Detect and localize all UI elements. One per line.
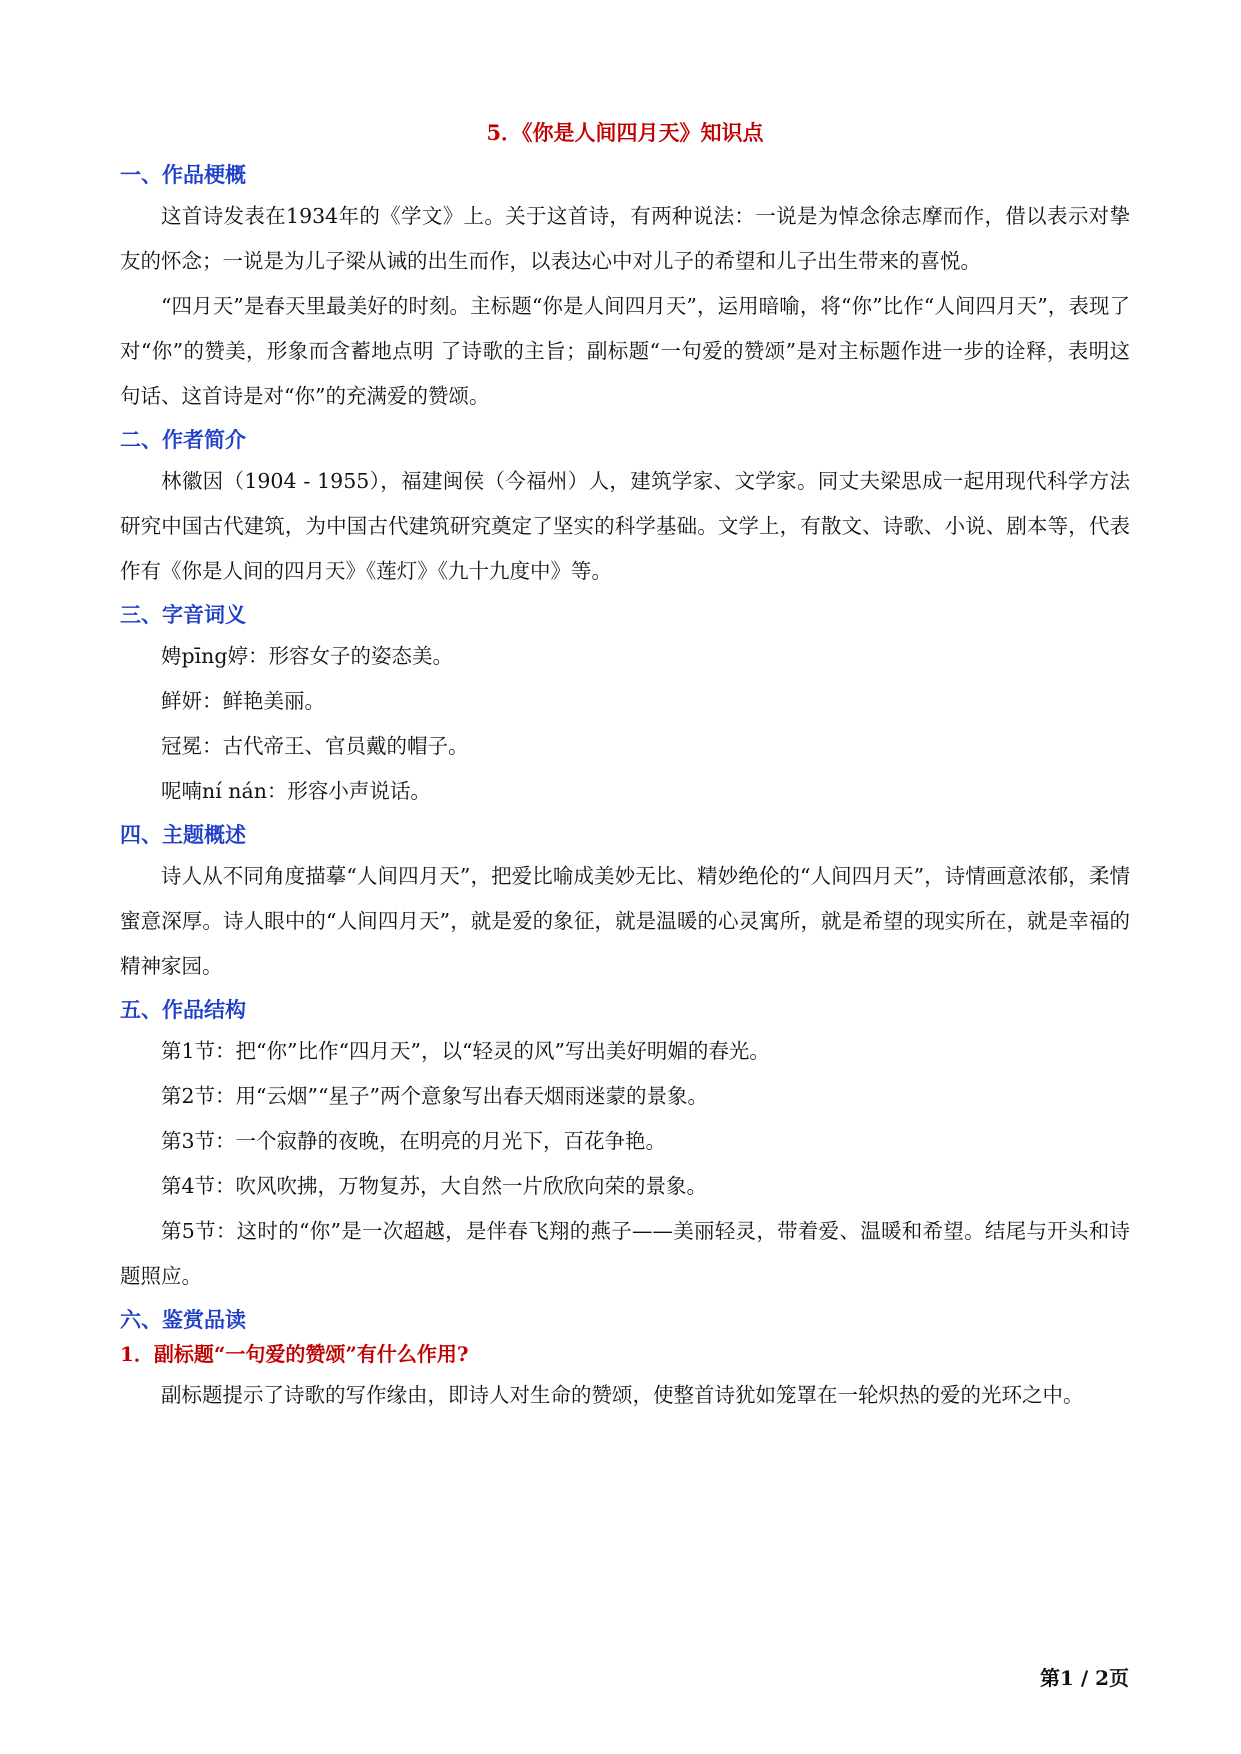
vocabulary-item: 冠冕：古代帝王、官员戴的帽子。: [161, 734, 469, 758]
vocabulary-item: 娉pīng婷：形容女子的姿态美。: [161, 644, 454, 668]
appreciation-question: 1．副标题“一句爱的赞颂”有什么作用?: [120, 1342, 469, 1366]
section-heading-vocabulary: 三、字音词义: [120, 602, 246, 627]
summary-paragraph-2: “四月天”是春天里最美好的时刻。主标题“你是人间四月天”，运用暗喻，将“你”比作“人间四月天”，表现了对“你”的赞美，形象而含蓄地点明 了诗歌的主旨；副标题“一句爱的赞颂”是对主标题作进一步的诠释，表明这句话、这首诗是对“你”的充满爱的赞颂。: [120, 294, 1130, 408]
document-title: 5．《你是人间四月天》知识点: [486, 120, 764, 145]
section-heading-summary: 一、作品梗概: [120, 162, 246, 187]
section-heading-author: 二、作者简介: [120, 427, 246, 452]
summary-paragraph-1: 这首诗发表在1934年的《学文》上。关于这首诗，有两种说法：一说是为悼念徐志摩而作，借以表示对挚友的怀念；一说是为儿子梁从诫的出生而作，以表达心中对儿子的希望和儿子出生带来的喜悦。: [120, 204, 1130, 273]
structure-item: 第5节：这时的“你”是一次超越，是伴春飞翔的燕子——美丽轻灵，带着爱、温暖和希望。结尾与开头和诗题照应。: [120, 1219, 1130, 1288]
vocabulary-item: 鲜妍：鲜艳美丽。: [161, 689, 325, 713]
author-paragraph: 林徽因（1904 - 1955），福建闽侯（今福州）人，建筑学家、文学家。同丈夫梁思成一起用现代科学方法研究中国古代建筑，为中国古代建筑研究奠定了坚实的科学基础。文学上，有散文、诗歌、小说、剧本等，代表作有《你是人间的四月天》《莲灯》《九十九度中》等。: [120, 469, 1130, 583]
section-heading-appreciation: 六、鉴赏品读: [120, 1307, 246, 1332]
theme-paragraph: 诗人从不同角度描摹“人间四月天”，把爱比喻成美妙无比、精妙绝伦的“人间四月天”，诗情画意浓郁，柔情蜜意深厚。诗人眼中的“人间四月天”，就是爱的象征，就是温暖的心灵寓所，就是希望的现实所在，就是幸福的精神家园。: [120, 864, 1130, 978]
section-heading-structure: 五、作品结构: [120, 997, 246, 1022]
document-page: [120, 118, 1130, 1418]
structure-item: 第1节：把“你”比作“四月天”，以“轻灵的风”写出美好明媚的春光。: [161, 1039, 770, 1063]
structure-item: 第3节：一个寂静的夜晚，在明亮的月光下，百花争艳。: [161, 1129, 667, 1153]
page-number: 第1 / 2页: [1039, 1666, 1129, 1690]
structure-item: 第2节：用“云烟”“星子”两个意象写出春天烟雨迷蒙的景象。: [161, 1084, 708, 1108]
appreciation-answer: 副标题提示了诗歌的写作缘由，即诗人对生命的赞颂，使整首诗犹如笼罩在一轮炽热的爱的光环之中。: [161, 1383, 1084, 1407]
vocabulary-item: 呢喃ní nán：形容小声说话。: [161, 779, 431, 803]
section-heading-theme: 四、主题概述: [120, 822, 246, 847]
structure-item: 第4节：吹风吹拂，万物复苏，大自然一片欣欣向荣的景象。: [161, 1174, 708, 1198]
